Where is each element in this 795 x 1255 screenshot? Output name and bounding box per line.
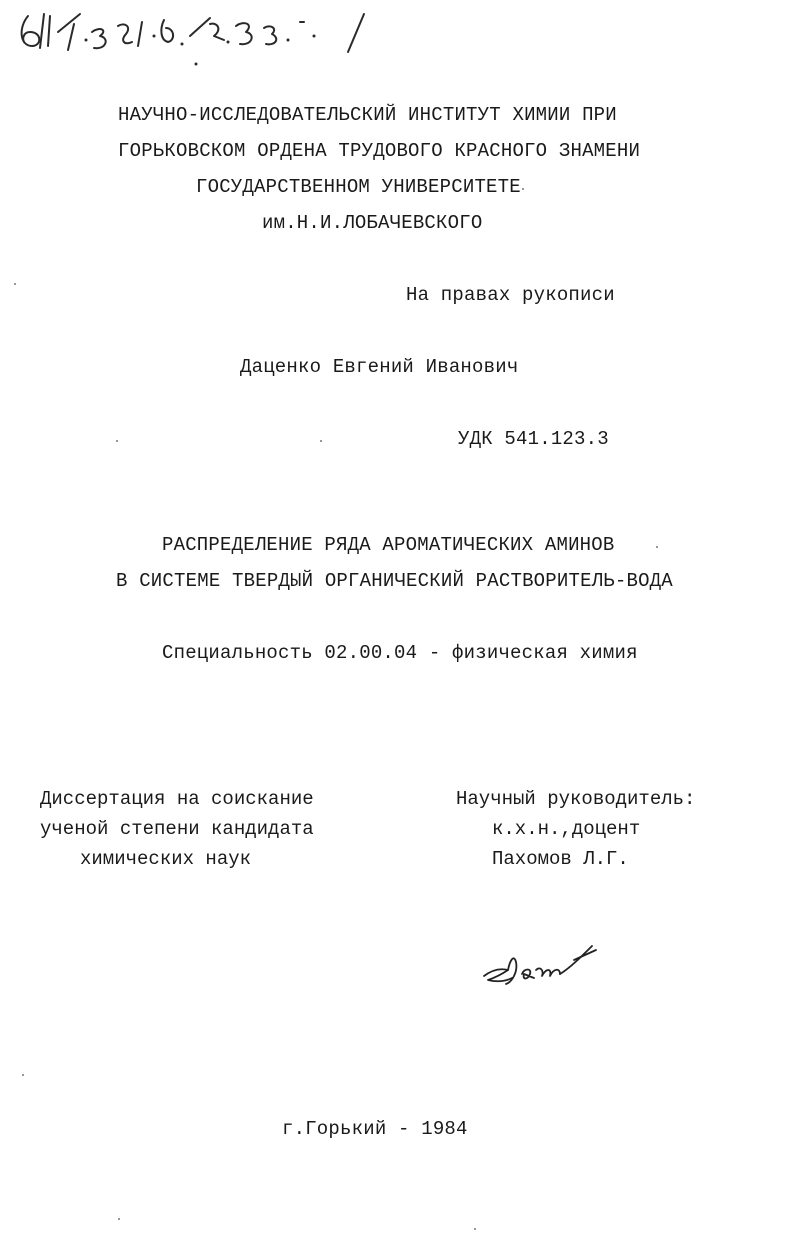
scan-speck: [474, 1228, 476, 1230]
place-and-year: г.Горький - 1984: [282, 1118, 468, 1140]
supervisor-label: Научный руководитель:: [456, 788, 696, 810]
title-line-1: РАСПРЕДЕЛЕНИЕ РЯДА АРОМАТИЧЕСКИХ АМИНОВ: [162, 534, 615, 556]
scan-speck: [116, 440, 118, 442]
institute-line-3: ГОСУДАРСТВЕННОМ УНИВЕРСИТЕТЕ: [196, 176, 521, 198]
supervisor-info: [456, 784, 695, 874]
dissertation-line-3: химических наук: [80, 848, 252, 870]
handwritten-annotation: [14, 6, 394, 76]
udc-code: УДК 541.123.3: [458, 428, 609, 450]
institute-line-1: НАУЧНО-ИССЛЕДОВАТЕЛЬСКИЙ ИНСТИТУТ ХИМИИ ПРИ: [118, 104, 617, 126]
specialty: Специальность 02.00.04 - физическая химия: [162, 642, 638, 664]
dissertation-info: [40, 784, 314, 874]
institute-line-4: им.Н.И.ЛОБАЧЕВСКОГО: [262, 212, 483, 234]
dissertation-line-1: Диссертация на соискание: [40, 788, 314, 810]
institute-line-2: ГОРЬКОВСКОМ ОРДЕНА ТРУДОВОГО КРАСНОГО ЗНАМЕНИ: [118, 140, 641, 162]
scan-speck: [320, 440, 322, 442]
scan-speck: [118, 1218, 120, 1220]
scan-speck: [14, 283, 16, 285]
supervisor-name: Пахомов Л.Г.: [492, 848, 629, 870]
signature: [478, 940, 603, 995]
scan-speck: [522, 188, 524, 190]
dissertation-line-2: ученой степени кандидата: [40, 818, 314, 840]
scan-speck: [22, 1074, 24, 1076]
scan-speck: [656, 546, 658, 548]
supervisor-degree: к.х.н.,доцент: [492, 818, 641, 840]
manuscript-rights: На правах рукописи: [406, 284, 615, 306]
title-line-2: В СИСТЕМЕ ТВЕРДЫЙ ОРГАНИЧЕСКИЙ РАСТВОРИТЕЛЬ-ВОДА: [116, 570, 673, 592]
author-name: Даценко Евгений Иванович: [240, 356, 519, 378]
